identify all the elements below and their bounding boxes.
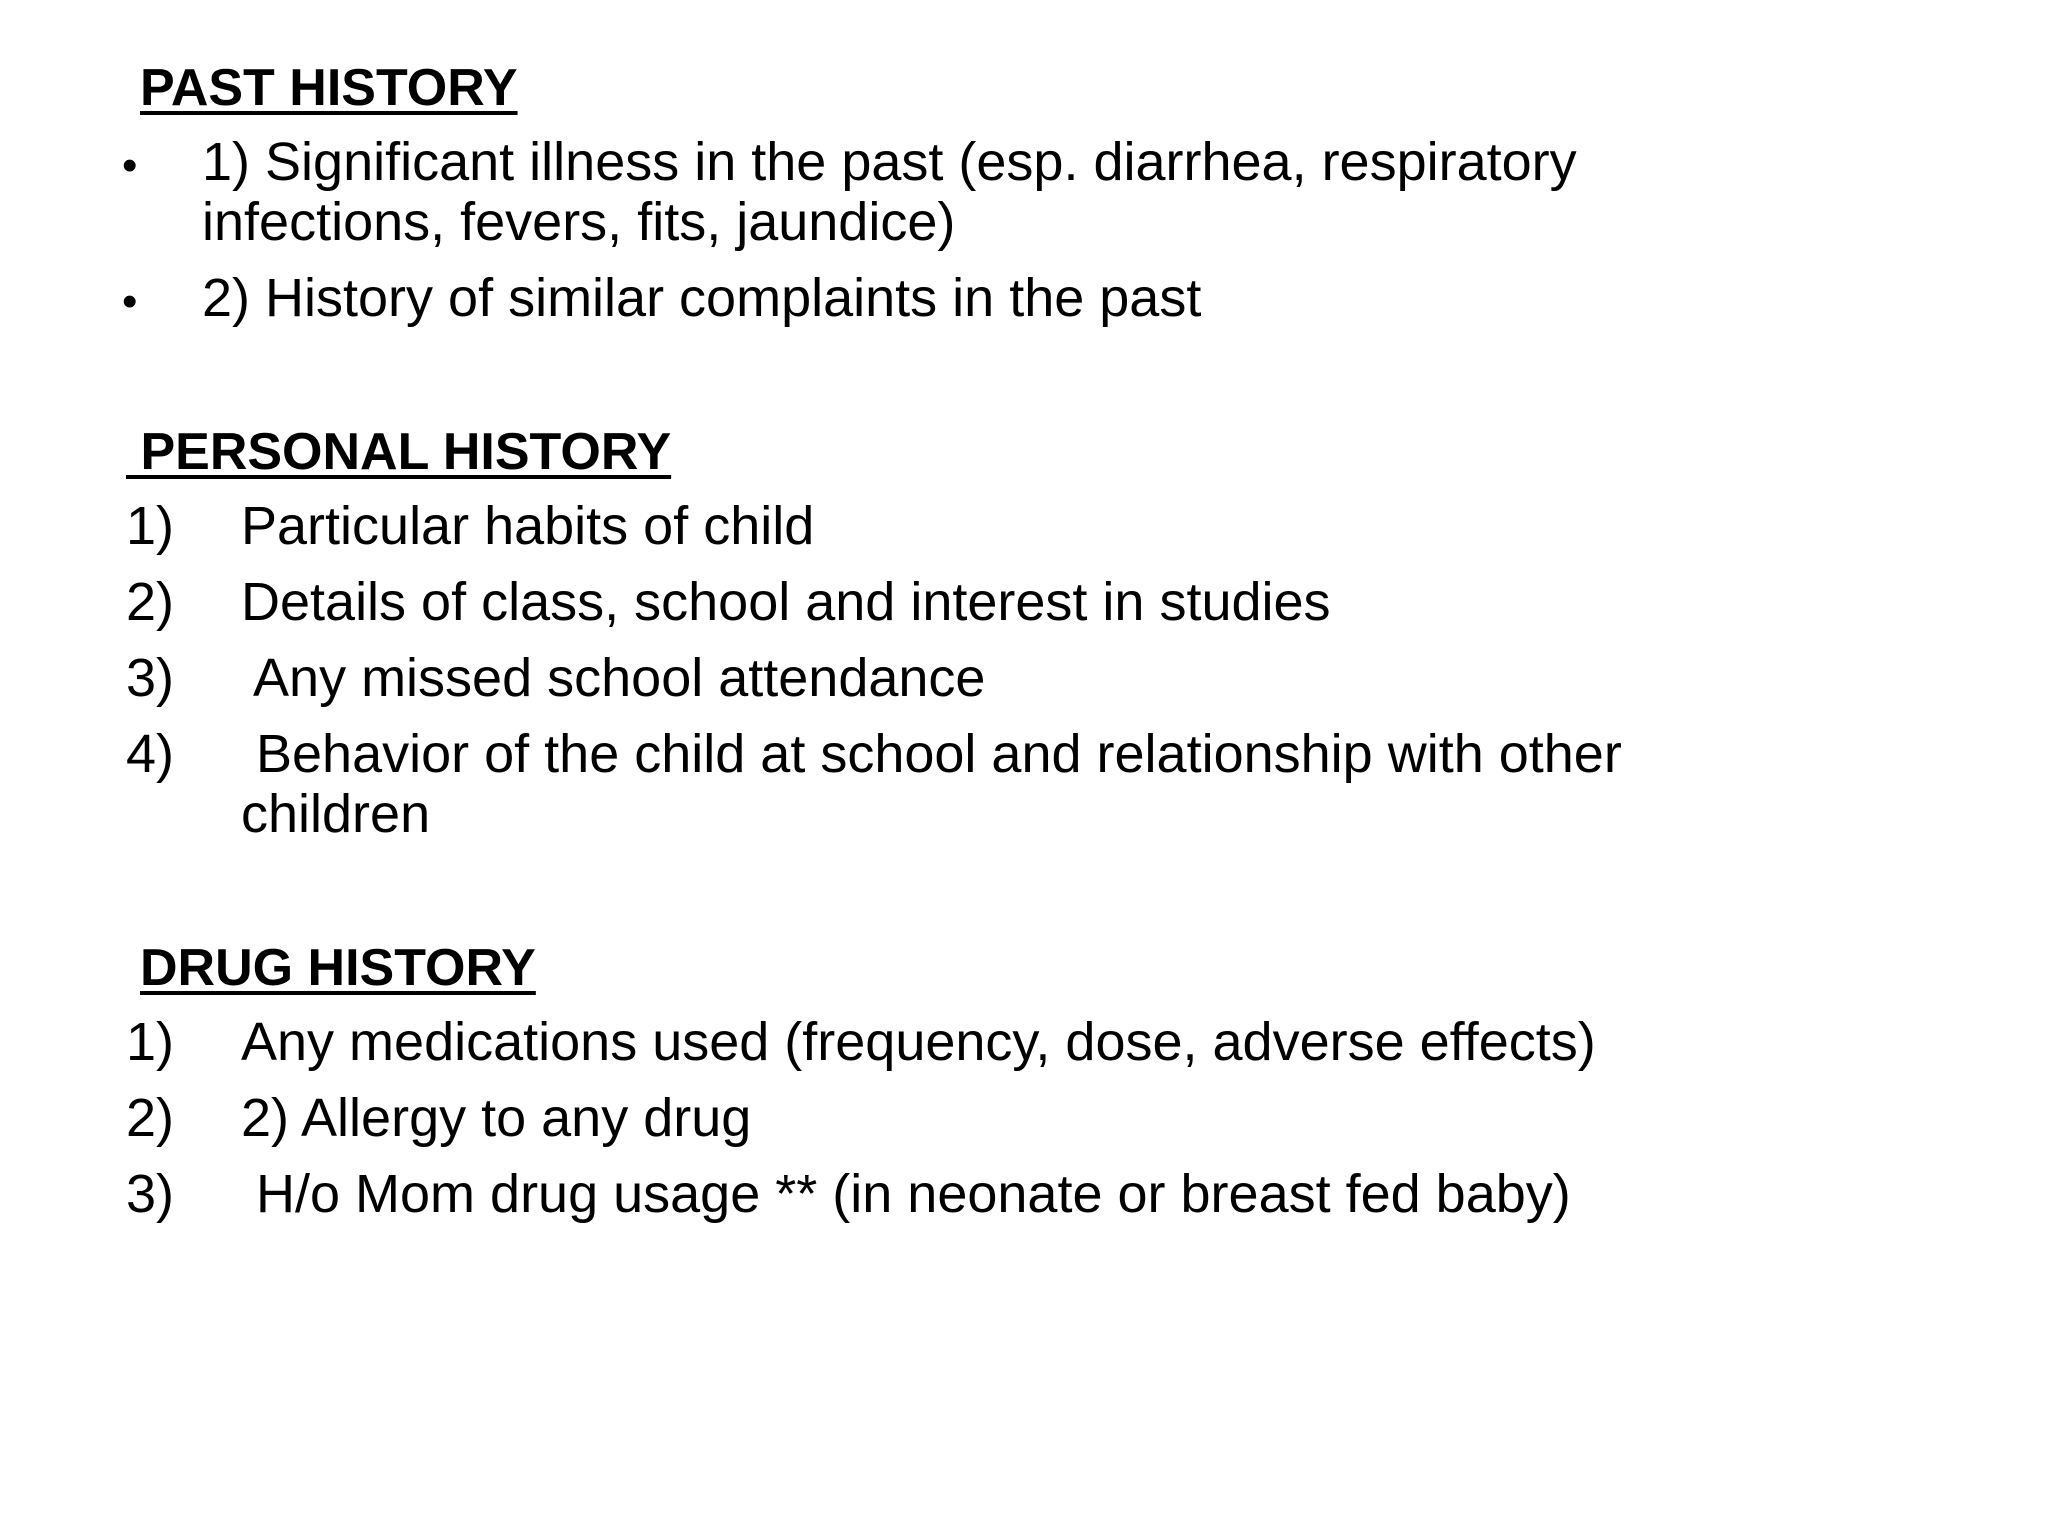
number-marker: 3) xyxy=(126,648,175,708)
list-item-text: Behavior of the child at school and relationship with other xyxy=(241,724,1622,784)
list-item-text: Any medications used (frequency, dose, adverse effects) xyxy=(241,1012,1596,1072)
number-marker: 1) xyxy=(126,1012,175,1072)
list-item-text: Any missed school attendance xyxy=(241,648,986,708)
list-item-text: 2) Allergy to any drug xyxy=(241,1088,752,1148)
personal-history-heading: PERSONAL HISTORY xyxy=(126,423,672,481)
bullet-marker: • xyxy=(122,277,138,326)
list-item-text: 1) Significant illness in the past (esp. diarrhea, respiratory xyxy=(202,132,1577,192)
number-marker: 3) xyxy=(126,1164,175,1224)
bullet-marker: • xyxy=(122,141,138,190)
list-item-text: Details of class, school and interest in studies xyxy=(241,572,1331,632)
drug-history-heading: DRUG HISTORY xyxy=(140,939,536,997)
list-item-text: H/o Mom drug usage ** (in neonate or breast fed baby) xyxy=(241,1164,1571,1224)
number-marker: 1) xyxy=(126,496,175,556)
list-item-text: 2) History of similar complaints in the past xyxy=(202,268,1202,328)
list-item-text: Particular habits of child xyxy=(241,496,815,556)
list-item-text-continued: children xyxy=(241,784,431,844)
number-marker: 4) xyxy=(126,724,175,784)
list-item-text-continued: infections, fevers, fits, jaundice) xyxy=(202,192,956,252)
number-marker: 2) xyxy=(126,572,175,632)
past-history-heading: PAST HISTORY xyxy=(140,59,518,117)
number-marker: 2) xyxy=(126,1088,175,1148)
